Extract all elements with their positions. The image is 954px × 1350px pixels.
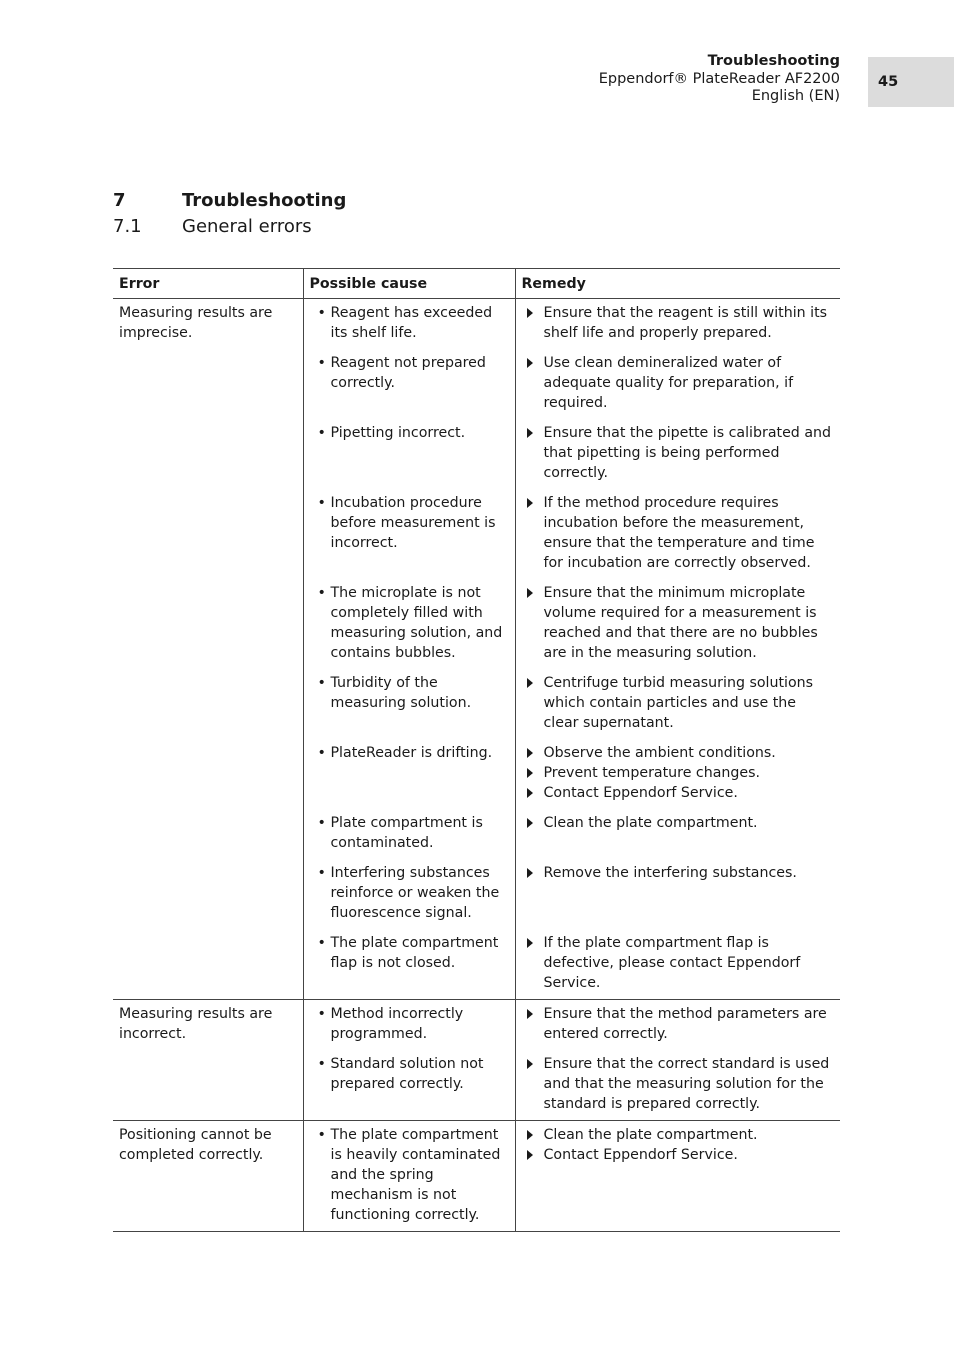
remedy-list [522,1054,835,1114]
remedy-item [522,743,835,763]
triangle-bullet-icon [527,1130,533,1140]
remedy-text: Observe the ambient conditions. [543,745,776,761]
page-number-box [868,57,954,107]
cause-cell [303,299,515,1000]
cause-item: • Turbidity of the measuring solution. [310,673,509,733]
remedy-item [522,353,835,413]
cause-item: • Interfering substances reinforce or weaken the fluorescence signal. [310,863,509,923]
remedy-list [522,423,835,483]
remedy-cell [515,1000,840,1121]
remedy-group [522,1004,835,1044]
section-title: General errors [182,216,312,237]
remedy-text: Contact Eppendorf Service. [543,1147,738,1163]
cause-item: • Plate compartment is contaminated. [310,813,509,853]
remedy-item [522,933,835,993]
page-number: 45 [878,74,899,90]
remedy-group [522,583,835,663]
triangle-bullet-icon [527,1150,533,1160]
remedy-group [522,863,835,923]
remedy-text: Clean the plate compartment. [543,815,758,831]
remedy-group [522,353,835,413]
remedy-item [522,1004,835,1044]
table-row [113,1000,840,1121]
remedy-text: Ensure that the reagent is still within its shelf life and properly prepared. [543,305,828,341]
chapter-number: 7 [113,190,126,211]
triangle-bullet-icon [527,308,533,318]
remedy-list [522,933,835,993]
cause-list [310,1004,509,1114]
remedy-group [522,1054,835,1114]
remedy-group [522,423,835,483]
triangle-bullet-icon [527,748,533,758]
remedy-item [522,1145,835,1165]
triangle-bullet-icon [527,1059,533,1069]
triangle-bullet-icon [527,1009,533,1019]
cause-item: • PlateReader is drifting. [310,743,509,803]
remedy-cell [515,299,840,1000]
remedy-text: Ensure that the method parameters are entered correctly. [543,1006,827,1042]
cause-item: • The plate compartment flap is not closed. [310,933,509,993]
header-language: English (EN) [751,88,840,104]
remedy-list [522,743,835,803]
section-number: 7.1 [113,216,142,237]
remedy-text: If the plate compartment flap is defective, please contact Eppendorf Service. [543,935,801,991]
triangle-bullet-icon [527,938,533,948]
cause-item: • Reagent has exceeded its shelf life. [310,303,509,343]
remedy-group [522,673,835,733]
remedy-list [522,1125,835,1165]
troubleshooting-table [113,268,840,1232]
header-remedy: Remedy [515,269,840,299]
remedy-group [522,1125,835,1225]
remedy-item [522,493,835,573]
remedy-text: Remove the interfering substances. [543,865,797,881]
cause-item: • Pipetting incorrect. [310,423,509,483]
error-cell: Measuring results are incorrect. [119,1006,273,1042]
remedy-cell [515,1121,840,1232]
chapter-title: Troubleshooting [182,190,347,211]
remedy-list [522,863,835,883]
remedy-group [522,303,835,343]
remedy-list [522,673,835,733]
cause-cell [303,1121,515,1232]
remedy-group [522,493,835,573]
running-header [599,53,840,106]
remedy-list [522,353,835,413]
remedy-text: Use clean demineralized water of adequate quality for preparation, if required. [543,355,794,411]
cause-cell [303,1000,515,1121]
remedy-text: If the method procedure requires incubation before the measurement, ensure that the temperature and time for incubation are correctly observed. [543,495,815,571]
remedy-group [522,743,835,803]
remedy-item [522,673,835,733]
remedy-list [522,493,835,573]
remedy-list [522,303,835,343]
triangle-bullet-icon [527,768,533,778]
cause-item: • Standard solution not prepared correctly. [310,1054,509,1114]
cause-item: • Incubation procedure before measurement is incorrect. [310,493,509,573]
error-cell: Measuring results are imprecise. [119,305,273,341]
remedy-item [522,423,835,483]
header-product: Eppendorf® PlateReader AF2200 [598,70,840,87]
table-row [113,1121,840,1232]
cause-item: • The plate compartment is heavily contaminated and the spring mechanism is not functioning correctly. [310,1125,509,1225]
cause-list [310,1125,509,1225]
remedy-text: Contact Eppendorf Service. [543,785,738,801]
table-row [113,299,840,1000]
remedy-group [522,813,835,853]
remedy-group [522,933,835,993]
remedy-text: Prevent temperature changes. [543,765,761,781]
remedy-item [522,583,835,663]
remedy-item [522,763,835,783]
table-header-row [113,269,840,299]
remedy-text: Centrifuge turbid measuring solutions which contain particles and use the clear supernatant. [543,675,814,731]
triangle-bullet-icon [527,868,533,878]
remedy-item [522,303,835,343]
remedy-list [522,1004,835,1044]
remedy-item [522,1054,835,1114]
triangle-bullet-icon [527,788,533,798]
remedy-text: Ensure that the pipette is calibrated and that pipetting is being performed correctly. [543,425,832,481]
triangle-bullet-icon [527,358,533,368]
triangle-bullet-icon [527,498,533,508]
remedy-list [522,583,835,663]
remedy-text: Ensure that the correct standard is used and that the measuring solution for the standard is prepared correctly. [543,1056,830,1112]
triangle-bullet-icon [527,588,533,598]
error-cell: Positioning cannot be completed correctly. [119,1127,272,1163]
cause-item: • Reagent not prepared correctly. [310,353,509,413]
cause-item: • Method incorrectly programmed. [310,1004,509,1044]
remedy-item [522,863,835,883]
remedy-item [522,1125,835,1145]
header-error: Error [113,269,303,299]
triangle-bullet-icon [527,818,533,828]
remedy-text: Clean the plate compartment. [543,1127,758,1143]
remedy-list [522,813,835,833]
remedy-item [522,813,835,833]
remedy-item [522,783,835,803]
triangle-bullet-icon [527,678,533,688]
section-heading [113,216,312,237]
header-possible-cause: Possible cause [303,269,515,299]
table-body [113,299,840,1232]
triangle-bullet-icon [527,428,533,438]
cause-list [310,303,509,993]
remedy-text: Ensure that the minimum microplate volume required for a measurement is reached and that there are no bubbles are in the measuring solution. [543,585,818,661]
chapter-heading [113,190,346,211]
header-section: Troubleshooting [707,53,840,69]
cause-item: • The microplate is not completely filled with measuring solution, and contains bubbles. [310,583,509,663]
